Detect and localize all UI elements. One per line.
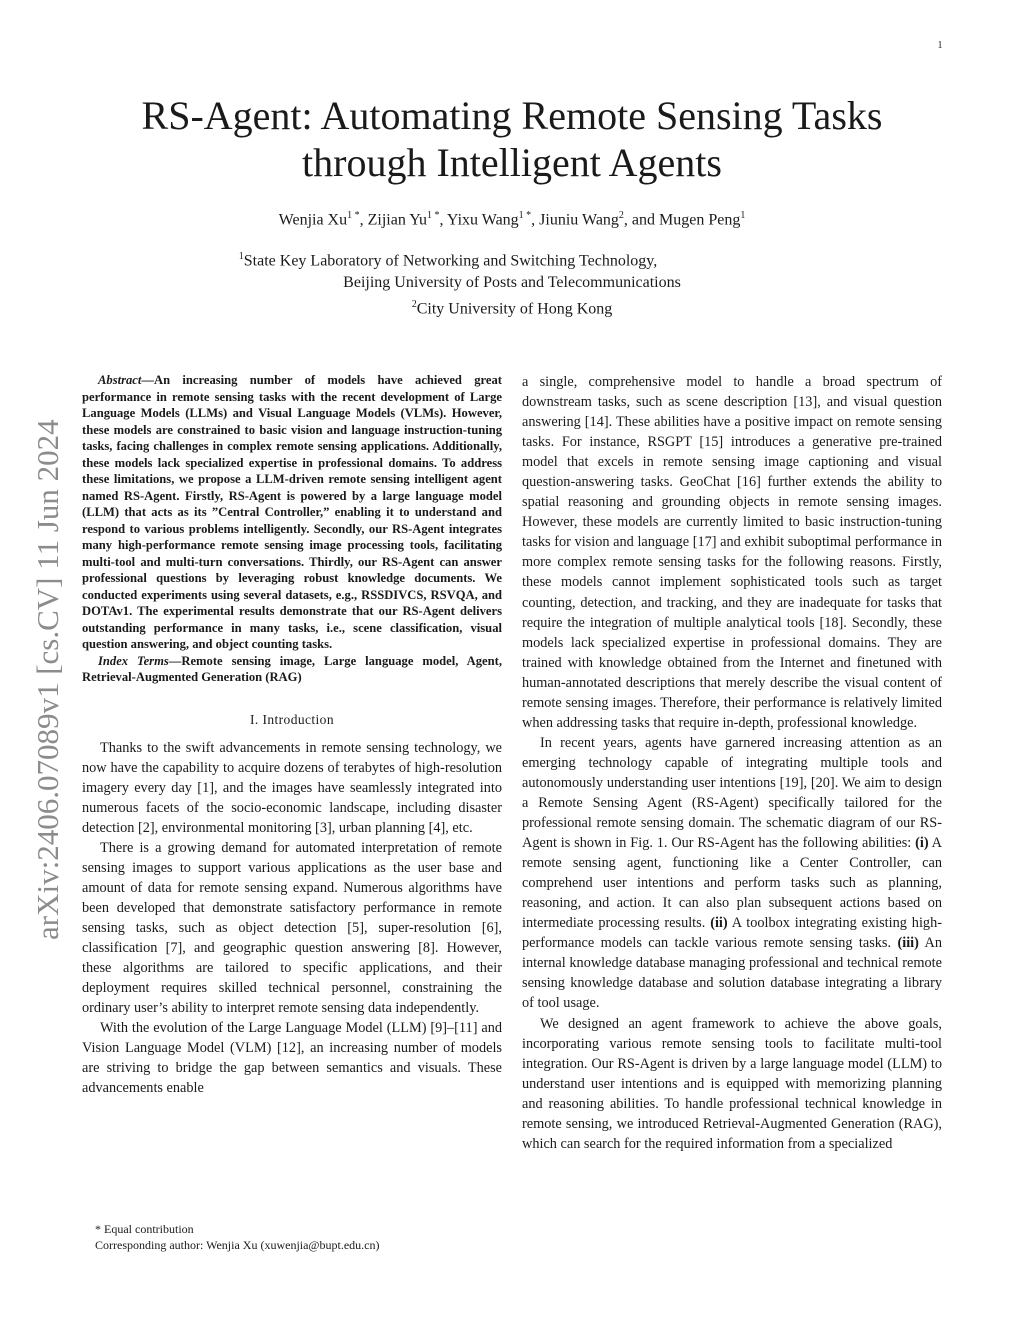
arxiv-identifier-stamp: arXiv:2406.07089v1 [cs.CV] 11 Jun 2024 bbox=[30, 419, 65, 940]
paragraph: Thanks to the swift advancements in remote sensing technology, we now have the capability to acquire dozens of terabytes of high-resolution imagery every day [1], and the images have seamlessly integrated into numerous facets of the socio-economic landscape, including disaster detection [2], environmental monitoring [3], urban planning [4], etc. bbox=[82, 739, 502, 836]
author-name: Mugen Peng bbox=[659, 211, 741, 229]
author-name: Jiuniu Wang bbox=[539, 211, 619, 229]
author-affiliation-mark: 1 * bbox=[427, 210, 440, 221]
title-line-2: through Intelligent Agents bbox=[302, 140, 722, 185]
section-heading-introduction: I. Introduction bbox=[250, 711, 334, 727]
ability-marker: (iii) bbox=[897, 935, 919, 952]
paragraph: We designed an agent framework to achieve the above goals, incorporating various remote sensing tools to facilitate multi-tool integration. Our RS-Agent is driven by a large language model (LLM) to understand user intentions and is equipped with memorizing planning and reasoning abilities. To handle professional technical knowledge in remote sensing, we introduced Retrieval-Augmented Generation (RAG), which can search for the required information from a specialized bbox=[522, 1015, 942, 1152]
author-name: Zijian Yu bbox=[367, 211, 428, 229]
author-affiliation-mark: 1 * bbox=[347, 210, 360, 221]
paragraph: With the evolution of the Large Language Model (LLM) [9]–[11] and Vision Language Model (VLM) [12], an increasing number of models are striving to bridge the gap between semantics and visuals. These advancements enable bbox=[82, 1020, 502, 1097]
left-column bbox=[82, 372, 502, 1098]
page-number: 1 bbox=[937, 40, 943, 51]
ability-marker: (ii) bbox=[710, 915, 728, 932]
paragraph-abilities: In recent years, agents have garnered increasing attention as an emerging technology capable of integrating multiple tools and autonomously understanding user intentions [19], [20]. We aim to design a Remote Sensing Agent (RS-Agent) specifically tailored for the professional remote sensing domain. The schematic diagram of our RS-Agent is shown in Fig. 1. Our RS-Agent has the following abilities: (i) A remote sensing agent, functioning like a Center Controller, can comprehend user intentions and perform tasks such as planning, reasoning, and action. It can also plan subsequent actions based on intermediate processing results. (ii) A toolbox integrating existing high-performance models can tackle various remote sensing tasks. (iii) An internal knowledge database managing professional and technical remote sensing knowledge database and solution database integrating a library of tool usage. bbox=[522, 734, 942, 1012]
affiliation-1-line-2: Beijing University of Posts and Telecommunications bbox=[343, 274, 681, 292]
index-terms-label: Index Terms bbox=[98, 653, 169, 668]
footnote-equal-contribution: * Equal contribution bbox=[95, 1222, 194, 1236]
footnote-corresponding-author: Corresponding author: Wenjia Xu (xuwenjia@bupt.edu.cn) bbox=[95, 1238, 380, 1252]
author-affiliation-mark: 2 bbox=[618, 210, 624, 221]
paragraph: a single, comprehensive model to handle a broad spectrum of downstream tasks, such as scene description [13], and visual question answering [14]. These abilities have a positive impact on remote sensing tasks. For instance, RSGPT [15] introduces a generative pre-trained model that excels in remote sensing image captioning and visual question-answering tasks. GeoChat [16] further extends the ability to spatial reasoning and grounding objects in remote sensing images. However, these models are currently limited to basic instruction-tuning tasks for vision and language [17] and exhibit suboptimal performance in more complex remote sensing tasks for the following reasons. Firstly, these models cannot implement sophisticated tools such as target counting, detection, and tracking, and they are inadequate for tasks that require the integration of multiple analytical tools [18]. Secondly, these models lack specialized expertise in professional domains. They are trained with knowledge obtained from the Internet and finetuned with human-annotated descriptions that merely describe the visual content of remote sensing images. Therefore, their performance is relatively limited when addressing tasks that require in-depth, professional knowledge. bbox=[522, 374, 942, 731]
index-terms-text: —Remote sensing image, Large language model, Agent, Retrieval-Augmented Generation (RAG) bbox=[82, 653, 502, 684]
paragraph: There is a growing demand for automated interpretation of remote sensing images to support various applications as the user base and amount of data for remote sensing expand. Numerous algorithms have been developed that demonstrate satisfactory performance in remote sensing tasks, such as object detection [5], super-resolution [6], classification [7], and geographic question answering [8]. However, these algorithms are tailored to specific applications, and their deployment requires skilled technical personnel, constraining the ordinary user’s ability to interpret remote sensing data independently. bbox=[82, 839, 502, 1017]
abstract-text: —An increasing number of models have achieved great performance in remote sensing tasks with the recent development of Large Language Models (LLMs) and Visual Language Models (VLMs). However, these models are constrained to basic vision and language instruction-tuning tasks, facing challenges in complex remote sensing applications. Additionally, these models lack specialized expertise in professional domains. To address these limitations, we propose a LLM-driven remote sensing intelligent agent named RS-Agent. Firstly, RS-Agent is powered by a large language model (LLM) that acts as its ”Central Controller,” enabling it to understand and respond to various problems intelligently. Secondly, our RS-Agent integrates many high-performance remote sensing image processing tools, facilitating multi-tool and multi-turn conversations. Thirdly, our RS-Agent can answer professional questions by leveraging robust knowledge documents. We conducted experiments using several datasets, e.g., RSSDIVCS, RSVQA, and DOTAv1. The experimental results demonstrate that our RS-Agent delivers outstanding performance in many tasks, i.e., scene classification, visual question answering, and object counting tasks. bbox=[82, 373, 502, 651]
affiliation-mark: 1 bbox=[238, 251, 244, 262]
footnote bbox=[95, 1221, 495, 1253]
affiliations bbox=[80, 246, 944, 321]
author-affiliation-mark: 1 bbox=[740, 210, 746, 221]
ability-marker: (i) bbox=[915, 835, 929, 852]
title-line-1: RS-Agent: Automating Remote Sensing Tasks bbox=[141, 93, 883, 138]
index-terms bbox=[82, 653, 502, 686]
affiliation-mark: 2 bbox=[411, 299, 417, 311]
abstract bbox=[82, 372, 502, 653]
author-list: Wenjia $Xu^{1 *}$, Zijian $Yu^{1 *}$, Yixu Wang$^{1 *}$, Jiuniu Wang$^2$, and Mugen Peng$^1$ bbox=[278, 210, 746, 229]
right-column bbox=[522, 372, 942, 1154]
author-name: Yixu Wang bbox=[446, 211, 519, 229]
affiliation-2: $^2$City University of Hong Kong bbox=[411, 299, 613, 318]
author-name: Wenjia Xu bbox=[278, 211, 348, 229]
abstract-label: Abstract bbox=[98, 373, 142, 387]
author-affiliation-mark: 1 * bbox=[518, 210, 532, 221]
paper-title bbox=[80, 92, 944, 186]
affiliation-1-line-1: $^1$State Key Laboratory of Networking and Switching Technology, bbox=[238, 251, 658, 270]
